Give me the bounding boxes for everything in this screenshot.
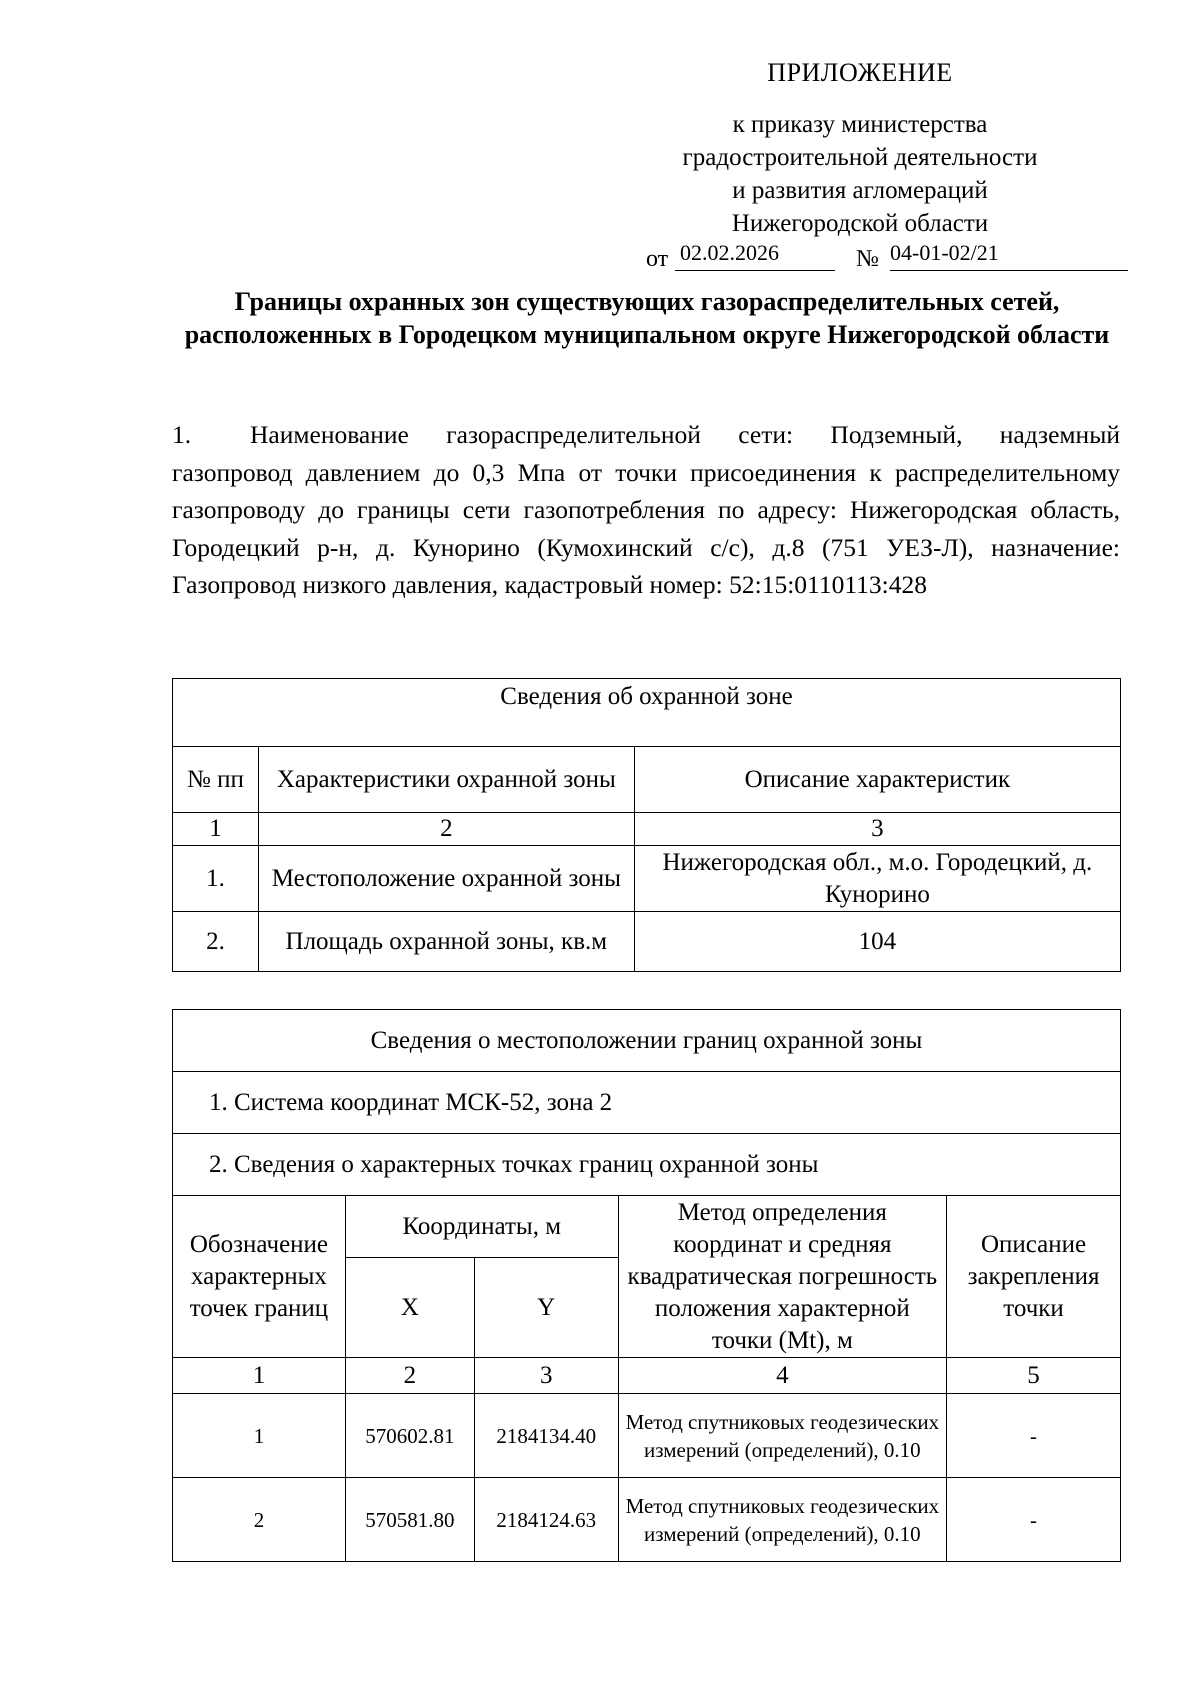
- col-number: 1: [173, 813, 259, 846]
- appendix-title: ПРИЛОЖЕНИЕ: [767, 58, 953, 87]
- from-label: от: [646, 246, 669, 272]
- cell: Местоположение охранной зоны: [258, 846, 634, 912]
- col-number: 3: [474, 1358, 618, 1394]
- header-method: Метод определения координат и средняя квадратическая погрешность положения характерной точки (Mt), м: [618, 1196, 946, 1358]
- point-y: 2184134.40: [474, 1394, 618, 1478]
- header-designation: Обозначение характерных точек границ: [173, 1196, 346, 1358]
- table-row: [173, 1478, 1121, 1562]
- table-title: Сведения об охранной зоне: [173, 679, 1121, 747]
- document-title: Границы охранных зон существующих газораспределительных сетей, расположенных в Городецком муниципальном округе Нижегородской области: [184, 287, 1110, 349]
- order-ref-line: градостроительной деятельности: [682, 144, 1038, 171]
- table-row: [173, 1394, 1121, 1478]
- order-number: 04-01-02/21: [890, 240, 999, 265]
- header-y: Y: [474, 1258, 618, 1358]
- header-cell: № пп: [173, 747, 259, 813]
- col-number: 2: [345, 1358, 474, 1394]
- point-y: 2184124.63: [474, 1478, 618, 1562]
- header-fixing: Описание закрепления точки: [947, 1196, 1121, 1358]
- order-date: 02.02.2026: [680, 240, 779, 265]
- point-id: 2: [173, 1478, 346, 1562]
- date-underline: [675, 270, 835, 271]
- protection-zone-table: [172, 678, 1121, 972]
- coordinate-system: 1. Система координат МСК-52, зона 2: [173, 1072, 1121, 1134]
- header-cell: Характеристики охранной зоны: [258, 747, 634, 813]
- table-row: [173, 912, 1121, 972]
- header-coordinates: Координаты, м: [345, 1196, 618, 1258]
- point-id: 1: [173, 1394, 346, 1478]
- cell: 2.: [173, 912, 259, 972]
- cell: Нижегородская обл., м.о. Городецкий, д. Кунорино: [634, 846, 1120, 912]
- section-number: 1.: [172, 420, 192, 449]
- point-method: Метод спутниковых геодезических измерений (определений), 0.10: [618, 1394, 946, 1478]
- header-cell: Описание характеристик: [634, 747, 1120, 813]
- point-x: 570602.81: [345, 1394, 474, 1478]
- col-number: 1: [173, 1358, 346, 1394]
- header-x: X: [345, 1258, 474, 1358]
- number-underline: [890, 270, 1128, 271]
- col-number: 3: [634, 813, 1120, 846]
- cell: 104: [634, 912, 1120, 972]
- col-number: 5: [947, 1358, 1121, 1394]
- number-label: №: [856, 246, 879, 272]
- order-ref-line: к приказу министерства: [732, 111, 988, 138]
- order-ref-line: и развития агломераций: [732, 177, 988, 204]
- point-fixing: -: [947, 1394, 1121, 1478]
- section-text: Наименование газораспределительной сети: Подземный, надземный газопровод давлением до 0,3 Мпа от точки присоединения к распределительному газопроводу до границы сети газопотребления по адресу: Нижегородская область, Городецкий р-н, д. Кунорино (Кумохинский с/с), д.8 (751 УЕЗ-Л), назначение: Газопровод низкого давления, кадастровый номер: 52:15:0110113:428: [172, 420, 1120, 599]
- point-method: Метод спутниковых геодезических измерений (определений), 0.10: [618, 1478, 946, 1562]
- col-number: 2: [258, 813, 634, 846]
- appendix-order-reference: [600, 108, 1120, 240]
- boundary-points-table: [172, 1009, 1121, 1562]
- cell: 1.: [173, 846, 259, 912]
- points-heading: 2. Сведения о характерных точках границ охранной зоны: [173, 1134, 1121, 1196]
- table-title: Сведения о местоположении границ охранной зоны: [173, 1010, 1121, 1072]
- point-x: 570581.80: [345, 1478, 474, 1562]
- section-1: [172, 416, 1120, 604]
- point-fixing: -: [947, 1478, 1121, 1562]
- cell: Площадь охранной зоны, кв.м: [258, 912, 634, 972]
- col-number: 4: [618, 1358, 946, 1394]
- table-row: [173, 846, 1121, 912]
- order-date-number-row: [646, 240, 1128, 274]
- order-ref-line: Нижегородской области: [731, 210, 989, 237]
